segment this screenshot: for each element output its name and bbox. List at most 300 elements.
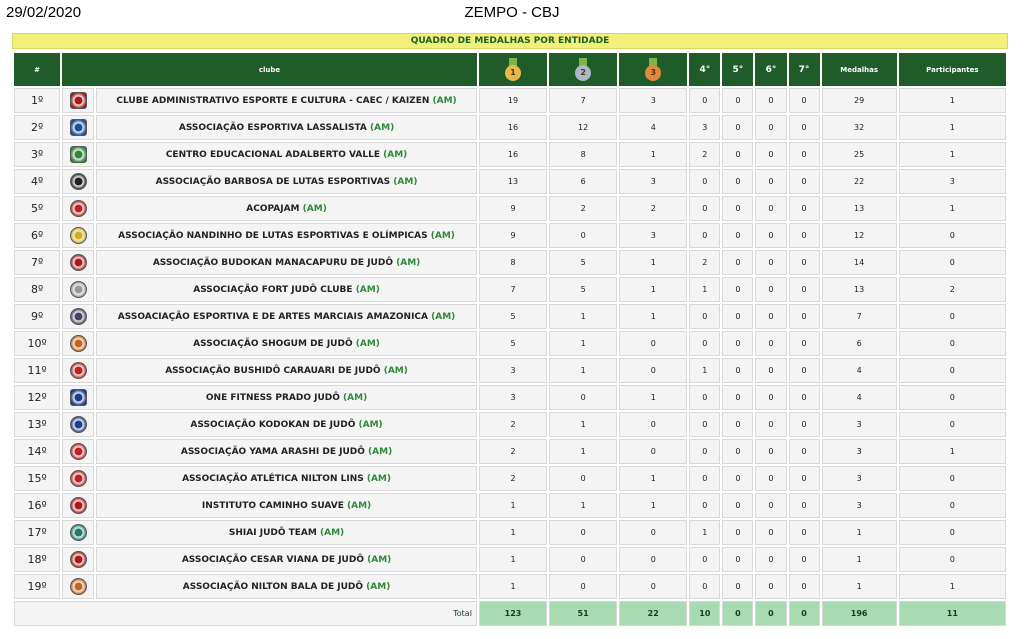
col-header-gold	[479, 53, 547, 86]
sixth-count: 0	[755, 574, 786, 599]
club-name	[96, 250, 477, 275]
col-header-club: clube	[62, 53, 477, 86]
fourth-count: 0	[689, 493, 720, 518]
artes-marciais-logo	[70, 308, 87, 325]
row-position: 17º	[14, 520, 60, 545]
bronze-count: 0	[619, 520, 687, 545]
silver-medal-icon: 2	[575, 58, 591, 82]
silver-count: 7	[549, 88, 617, 113]
club-name	[96, 88, 477, 113]
medals-count: 3	[822, 439, 897, 464]
participants-count: 0	[899, 520, 1006, 545]
seventh-count: 0	[789, 574, 820, 599]
state-tag: (AM)	[355, 338, 380, 349]
bronze-count: 0	[619, 574, 687, 599]
club-name	[96, 115, 477, 140]
seventh-count: 0	[789, 412, 820, 437]
fort-judo-logo	[70, 281, 87, 298]
table-row	[14, 493, 1006, 518]
table-row	[14, 277, 1006, 302]
fourth-count: 0	[689, 466, 720, 491]
row-position: 2º	[14, 115, 60, 140]
sixth-count: 0	[755, 412, 786, 437]
silver-count: 12	[549, 115, 617, 140]
seventh-count: 0	[789, 466, 820, 491]
col-header-position: #	[14, 53, 60, 86]
shogum-logo	[70, 335, 87, 352]
club-name-text: ASSOCIAÇÃO BUSHIDÔ CARAUARI DE JUDÔ	[165, 365, 381, 376]
fifth-count: 0	[722, 493, 753, 518]
bronze-count: 1	[619, 385, 687, 410]
row-position: 12º	[14, 385, 60, 410]
state-tag: (AM)	[355, 284, 380, 295]
club-name	[96, 331, 477, 356]
gold-count: 9	[479, 196, 547, 221]
fourth-count: 0	[689, 304, 720, 329]
sixth-count: 0	[755, 88, 786, 113]
gold-medal-icon: 1	[505, 58, 521, 82]
fifth-count: 0	[722, 331, 753, 356]
club-logo-cell	[62, 250, 94, 275]
club-name	[96, 142, 477, 167]
cesar-viana-logo	[70, 551, 87, 568]
bronze-count: 1	[619, 466, 687, 491]
sixth-count: 0	[755, 520, 786, 545]
fifth-count: 0	[722, 88, 753, 113]
sixth-count: 0	[755, 142, 786, 167]
club-name-text: ASSOCIAÇÃO ATLÉTICA NILTON LINS	[182, 473, 364, 484]
fifth-count: 0	[722, 547, 753, 572]
fourth-count: 2	[689, 250, 720, 275]
fourth-count: 2	[689, 142, 720, 167]
budokan-logo	[70, 254, 87, 271]
row-position: 6º	[14, 223, 60, 248]
sixth-count: 0	[755, 223, 786, 248]
club-name	[96, 520, 477, 545]
table-row	[14, 520, 1006, 545]
bronze-count: 3	[619, 88, 687, 113]
silver-count: 2	[549, 196, 617, 221]
participants-count: 1	[899, 439, 1006, 464]
row-position: 1º	[14, 88, 60, 113]
club-name-text: ASSOCIAÇÃO NILTON BALA DE JUDÔ	[182, 581, 364, 592]
total-medals: 196	[822, 601, 897, 626]
seventh-count: 0	[789, 115, 820, 140]
bronze-count: 1	[619, 142, 687, 167]
page-header	[0, 0, 1024, 28]
shiai-logo	[70, 524, 87, 541]
state-tag: (AM)	[393, 176, 418, 187]
club-name-text: ASSOCIAÇÃO BUDOKAN MANACAPURU DE JUDÔ	[152, 257, 393, 268]
club-name-text: ASSOCIAÇÃO ESPORTIVA LASSALISTA	[178, 122, 367, 133]
gold-count: 1	[479, 574, 547, 599]
table-row	[14, 250, 1006, 275]
seventh-count: 0	[789, 331, 820, 356]
total-4th: 10	[689, 601, 720, 626]
fourth-count: 0	[689, 88, 720, 113]
total-silver: 51	[549, 601, 617, 626]
club-name-text: SHIAI JUDÔ TEAM	[228, 527, 317, 538]
col-header-4th: 4°	[689, 53, 720, 86]
row-position: 19º	[14, 574, 60, 599]
row-position: 10º	[14, 331, 60, 356]
club-logo-cell	[62, 196, 94, 221]
fourth-count: 0	[689, 169, 720, 194]
gold-count: 3	[479, 385, 547, 410]
participants-count: 0	[899, 331, 1006, 356]
row-position: 9º	[14, 304, 60, 329]
club-logo-cell	[62, 304, 94, 329]
state-tag: (AM)	[366, 581, 391, 592]
row-position: 5º	[14, 196, 60, 221]
medals-count: 4	[822, 358, 897, 383]
club-name-text: ASSOACIAÇÃO ESPORTIVA E DE ARTES MARCIAIS AMAZONICA	[117, 311, 428, 322]
club-logo-cell	[62, 223, 94, 248]
fifth-count: 0	[722, 115, 753, 140]
state-tag: (AM)	[383, 149, 408, 160]
bronze-count: 3	[619, 169, 687, 194]
col-header-medals: Medalhas	[822, 53, 897, 86]
club-name-text: ASSOCIAÇÃO KODOKAN DE JUDÔ	[190, 419, 356, 430]
club-name-text: ASSOCIAÇÃO SHOGUM DE JUDÔ	[193, 338, 353, 349]
participants-count: 0	[899, 304, 1006, 329]
state-tag: (AM)	[370, 122, 395, 133]
gold-count: 9	[479, 223, 547, 248]
club-logo-cell	[62, 385, 94, 410]
silver-count: 8	[549, 142, 617, 167]
sixth-count: 0	[755, 466, 786, 491]
fourth-count: 0	[689, 412, 720, 437]
club-name-text: ONE FITNESS PRADO JUDÔ	[205, 392, 340, 403]
club-logo-cell	[62, 439, 94, 464]
medals-count: 6	[822, 331, 897, 356]
sixth-count: 0	[755, 304, 786, 329]
medals-count: 1	[822, 574, 897, 599]
fourth-count: 0	[689, 547, 720, 572]
fourth-count: 1	[689, 358, 720, 383]
fourth-count: 0	[689, 385, 720, 410]
col-header-6th: 6°	[755, 53, 786, 86]
fourth-count: 0	[689, 331, 720, 356]
medals-count: 1	[822, 520, 897, 545]
row-position: 7º	[14, 250, 60, 275]
participants-count: 1	[899, 196, 1006, 221]
club-logo-cell	[62, 277, 94, 302]
sixth-count: 0	[755, 493, 786, 518]
state-tag: (AM)	[343, 392, 368, 403]
bronze-count: 4	[619, 115, 687, 140]
club-logo-cell	[62, 466, 94, 491]
table-row	[14, 466, 1006, 491]
participants-count: 2	[899, 277, 1006, 302]
table-row	[14, 196, 1006, 221]
club-name	[96, 277, 477, 302]
sixth-count: 0	[755, 331, 786, 356]
medal-table	[12, 51, 1008, 628]
gold-count: 5	[479, 304, 547, 329]
bronze-count: 0	[619, 358, 687, 383]
club-name	[96, 574, 477, 599]
gold-count: 3	[479, 358, 547, 383]
col-header-silver	[549, 53, 617, 86]
total-bronze: 22	[619, 601, 687, 626]
fourth-count: 0	[689, 574, 720, 599]
medals-count: 3	[822, 493, 897, 518]
medals-count: 3	[822, 466, 897, 491]
gold-count: 1	[479, 547, 547, 572]
sixth-count: 0	[755, 169, 786, 194]
seventh-count: 0	[789, 142, 820, 167]
club-name-text: ASSOCIAÇÃO CESAR VIANA DE JUDÔ	[181, 554, 364, 565]
yama-arashi-logo	[70, 443, 87, 460]
silver-count: 1	[549, 358, 617, 383]
club-logo-cell	[62, 88, 94, 113]
fifth-count: 0	[722, 223, 753, 248]
medals-count: 32	[822, 115, 897, 140]
fifth-count: 0	[722, 304, 753, 329]
fourth-count: 3	[689, 115, 720, 140]
club-name	[96, 412, 477, 437]
club-logo-cell	[62, 520, 94, 545]
table-row	[14, 142, 1006, 167]
club-name	[96, 358, 477, 383]
participants-count: 1	[899, 574, 1006, 599]
lassalista-logo	[70, 119, 87, 136]
state-tag: (AM)	[396, 257, 421, 268]
seventh-count: 0	[789, 358, 820, 383]
gold-count: 16	[479, 115, 547, 140]
silver-count: 0	[549, 223, 617, 248]
fifth-count: 0	[722, 520, 753, 545]
acopajam-logo	[70, 200, 87, 217]
gold-count: 5	[479, 331, 547, 356]
fifth-count: 0	[722, 466, 753, 491]
club-logo-cell	[62, 169, 94, 194]
row-position: 8º	[14, 277, 60, 302]
medals-count: 12	[822, 223, 897, 248]
club-name-text: ASSOCIAÇÃO FORT JUDÔ CLUBE	[193, 284, 353, 295]
row-position: 13º	[14, 412, 60, 437]
silver-count: 0	[549, 385, 617, 410]
state-tag: (AM)	[367, 554, 392, 565]
totals-label: Total	[14, 601, 477, 626]
seventh-count: 0	[789, 520, 820, 545]
gold-count: 1	[479, 493, 547, 518]
sixth-count: 0	[755, 547, 786, 572]
medals-count: 13	[822, 277, 897, 302]
state-tag: (AM)	[366, 473, 391, 484]
gold-count: 19	[479, 88, 547, 113]
seventh-count: 0	[789, 196, 820, 221]
participants-count: 1	[899, 88, 1006, 113]
fourth-count: 0	[689, 196, 720, 221]
silver-count: 0	[549, 547, 617, 572]
kaizen-logo	[70, 92, 87, 109]
row-position: 3º	[14, 142, 60, 167]
table-row	[14, 385, 1006, 410]
fourth-count: 1	[689, 277, 720, 302]
silver-count: 1	[549, 331, 617, 356]
club-logo-cell	[62, 331, 94, 356]
fifth-count: 0	[722, 358, 753, 383]
table-row	[14, 358, 1006, 383]
row-position: 16º	[14, 493, 60, 518]
medals-count: 1	[822, 547, 897, 572]
table-row	[14, 439, 1006, 464]
club-name	[96, 439, 477, 464]
participants-count: 0	[899, 493, 1006, 518]
silver-count: 1	[549, 439, 617, 464]
fifth-count: 0	[722, 439, 753, 464]
bronze-count: 3	[619, 223, 687, 248]
club-name	[96, 493, 477, 518]
club-logo-cell	[62, 358, 94, 383]
report-title: ZEMPO - CBJ	[464, 4, 560, 21]
barbosa-logo	[70, 173, 87, 190]
participants-count: 0	[899, 547, 1006, 572]
gold-count: 13	[479, 169, 547, 194]
fifth-count: 0	[722, 277, 753, 302]
total-6th: 0	[755, 601, 786, 626]
participants-count: 0	[899, 223, 1006, 248]
club-name-text: ASSOCIAÇÃO BARBOSA DE LUTAS ESPORTIVAS	[155, 176, 391, 187]
sixth-count: 0	[755, 358, 786, 383]
club-name	[96, 385, 477, 410]
state-tag: (AM)	[347, 500, 372, 511]
sixth-count: 0	[755, 277, 786, 302]
table-header-row	[14, 53, 1006, 86]
club-logo-cell	[62, 115, 94, 140]
nilton-bala-logo	[70, 578, 87, 595]
participants-count: 0	[899, 412, 1006, 437]
table-title: QUADRO DE MEDALHAS POR ENTIDADE	[12, 33, 1008, 49]
table-row	[14, 412, 1006, 437]
club-name-text: ASSOCIAÇÃO YAMA ARASHI DE JUDÔ	[180, 446, 365, 457]
club-name-text: ACOPAJAM	[246, 203, 300, 214]
state-tag: (AM)	[431, 311, 456, 322]
total-7th: 0	[789, 601, 820, 626]
club-logo-cell	[62, 574, 94, 599]
sixth-count: 0	[755, 385, 786, 410]
participants-count: 1	[899, 142, 1006, 167]
table-row	[14, 169, 1006, 194]
participants-count: 0	[899, 358, 1006, 383]
total-5th: 0	[722, 601, 753, 626]
fifth-count: 0	[722, 574, 753, 599]
participants-count: 0	[899, 466, 1006, 491]
club-name	[96, 169, 477, 194]
medals-count: 22	[822, 169, 897, 194]
gold-count: 2	[479, 412, 547, 437]
seventh-count: 0	[789, 223, 820, 248]
silver-count: 0	[549, 466, 617, 491]
gold-count: 2	[479, 439, 547, 464]
seventh-count: 0	[789, 439, 820, 464]
fifth-count: 0	[722, 412, 753, 437]
fourth-count: 0	[689, 439, 720, 464]
fifth-count: 0	[722, 385, 753, 410]
row-position: 14º	[14, 439, 60, 464]
club-name-text: CLUBE ADMINISTRATIVO ESPORTE E CULTURA - CAEC / KAIZEN	[116, 95, 430, 106]
bronze-count: 1	[619, 277, 687, 302]
club-name	[96, 466, 477, 491]
sixth-count: 0	[755, 250, 786, 275]
nandinho-logo	[70, 227, 87, 244]
silver-count: 0	[549, 520, 617, 545]
club-logo-cell	[62, 412, 94, 437]
participants-count: 3	[899, 169, 1006, 194]
club-name	[96, 223, 477, 248]
club-name	[96, 196, 477, 221]
sixth-count: 0	[755, 115, 786, 140]
row-position: 11º	[14, 358, 60, 383]
state-tag: (AM)	[432, 95, 457, 106]
table-row	[14, 547, 1006, 572]
table-row	[14, 223, 1006, 248]
state-tag: (AM)	[358, 419, 383, 430]
club-logo-cell	[62, 493, 94, 518]
seventh-count: 0	[789, 250, 820, 275]
totals-row	[14, 601, 1006, 626]
silver-count: 0	[549, 574, 617, 599]
club-name	[96, 304, 477, 329]
fifth-count: 0	[722, 169, 753, 194]
medals-count: 13	[822, 196, 897, 221]
table-row	[14, 88, 1006, 113]
club-name-text: INSTITUTO CAMINHO SUAVE	[201, 500, 344, 511]
nilton-lins-logo	[70, 470, 87, 487]
seventh-count: 0	[789, 277, 820, 302]
medals-count: 7	[822, 304, 897, 329]
silver-count: 1	[549, 304, 617, 329]
bronze-count: 1	[619, 493, 687, 518]
bronze-count: 1	[619, 250, 687, 275]
seventh-count: 0	[789, 385, 820, 410]
row-position: 18º	[14, 547, 60, 572]
state-tag: (AM)	[302, 203, 327, 214]
state-tag: (AM)	[368, 446, 393, 457]
table-row	[14, 115, 1006, 140]
medals-count: 4	[822, 385, 897, 410]
kodokan-logo	[70, 416, 87, 433]
caminho-suave-logo	[70, 497, 87, 514]
bronze-medal-icon: 3	[645, 58, 661, 82]
participants-count: 0	[899, 385, 1006, 410]
row-position: 15º	[14, 466, 60, 491]
medals-count: 25	[822, 142, 897, 167]
silver-count: 1	[549, 412, 617, 437]
table-row	[14, 331, 1006, 356]
col-header-bronze	[619, 53, 687, 86]
club-logo-cell	[62, 547, 94, 572]
col-header-5th: 5°	[722, 53, 753, 86]
club-logo-cell	[62, 142, 94, 167]
participants-count: 0	[899, 250, 1006, 275]
silver-count: 6	[549, 169, 617, 194]
bronze-count: 0	[619, 439, 687, 464]
bronze-count: 0	[619, 547, 687, 572]
bronze-count: 0	[619, 412, 687, 437]
club-name-text: CENTRO EDUCACIONAL ADALBERTO VALLE	[165, 149, 380, 160]
bronze-count: 0	[619, 331, 687, 356]
medals-count: 29	[822, 88, 897, 113]
seventh-count: 0	[789, 169, 820, 194]
bushido-logo	[70, 362, 87, 379]
participants-count: 1	[899, 115, 1006, 140]
adalberto-valle-logo	[70, 146, 87, 163]
seventh-count: 0	[789, 88, 820, 113]
total-gold: 123	[479, 601, 547, 626]
